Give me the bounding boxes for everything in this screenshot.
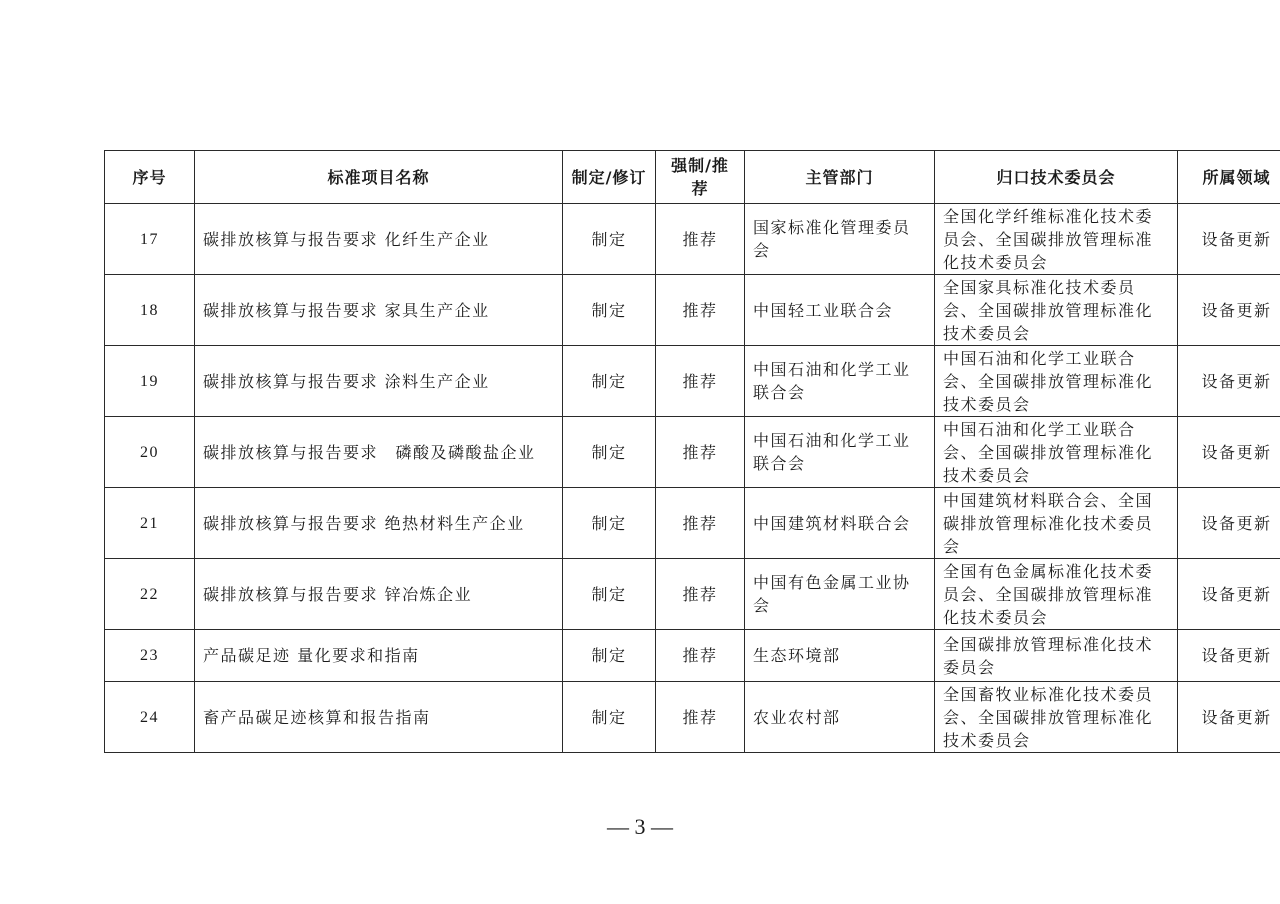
cell-committee: 全国化学纤维标准化技术委员会、全国碳排放管理标准化技术委员会 bbox=[935, 204, 1178, 275]
cell-field: 设备更新 bbox=[1178, 346, 1280, 417]
header-seq: 序号 bbox=[105, 151, 195, 204]
cell-committee: 中国石油和化学工业联合会、全国碳排放管理标准化技术委员会 bbox=[935, 417, 1178, 488]
cell-name: 畜产品碳足迹核算和报告指南 bbox=[195, 682, 563, 753]
cell-mandatory: 推荐 bbox=[656, 275, 745, 346]
table-row bbox=[105, 630, 1280, 682]
header-committee: 归口技术委员会 bbox=[935, 151, 1178, 204]
header-department: 主管部门 bbox=[745, 151, 935, 204]
cell-department: 国家标准化管理委员会 bbox=[745, 204, 935, 275]
cell-committee: 全国有色金属标准化技术委员会、全国碳排放管理标准化技术委员会 bbox=[935, 559, 1178, 630]
cell-department: 生态环境部 bbox=[745, 630, 935, 682]
cell-revision: 制定 bbox=[563, 559, 656, 630]
cell-revision: 制定 bbox=[563, 682, 656, 753]
cell-seq: 17 bbox=[105, 204, 195, 275]
header-field: 所属领域 bbox=[1178, 151, 1280, 204]
cell-name: 碳排放核算与报告要求 化纤生产企业 bbox=[195, 204, 563, 275]
cell-name: 碳排放核算与报告要求 磷酸及磷酸盐企业 bbox=[195, 417, 563, 488]
header-mandatory: 强制/推荐 bbox=[656, 151, 745, 204]
table-row bbox=[105, 346, 1280, 417]
table-row bbox=[105, 275, 1280, 346]
cell-mandatory: 推荐 bbox=[656, 346, 745, 417]
cell-seq: 22 bbox=[105, 559, 195, 630]
cell-mandatory: 推荐 bbox=[656, 559, 745, 630]
header-revision: 制定/修订 bbox=[563, 151, 656, 204]
cell-committee: 中国石油和化学工业联合会、全国碳排放管理标准化技术委员会 bbox=[935, 346, 1178, 417]
cell-name: 碳排放核算与报告要求 家具生产企业 bbox=[195, 275, 563, 346]
table-header-row bbox=[105, 151, 1280, 204]
table-row bbox=[105, 417, 1280, 488]
cell-revision: 制定 bbox=[563, 630, 656, 682]
cell-department: 中国有色金属工业协会 bbox=[745, 559, 935, 630]
cell-committee: 全国碳排放管理标准化技术委员会 bbox=[935, 630, 1178, 682]
page-number: — 3 — bbox=[607, 814, 673, 839]
cell-revision: 制定 bbox=[563, 204, 656, 275]
table-row bbox=[105, 204, 1280, 275]
cell-seq: 23 bbox=[105, 630, 195, 682]
cell-seq: 20 bbox=[105, 417, 195, 488]
cell-name: 碳排放核算与报告要求 涂料生产企业 bbox=[195, 346, 563, 417]
header-name: 标准项目名称 bbox=[195, 151, 563, 204]
cell-revision: 制定 bbox=[563, 417, 656, 488]
cell-seq: 19 bbox=[105, 346, 195, 417]
cell-revision: 制定 bbox=[563, 346, 656, 417]
cell-committee: 全国家具标准化技术委员会、全国碳排放管理标准化技术委员会 bbox=[935, 275, 1178, 346]
cell-field: 设备更新 bbox=[1178, 204, 1280, 275]
cell-department: 农业农村部 bbox=[745, 682, 935, 753]
cell-mandatory: 推荐 bbox=[656, 417, 745, 488]
cell-seq: 24 bbox=[105, 682, 195, 753]
table-row bbox=[105, 488, 1280, 559]
cell-field: 设备更新 bbox=[1178, 682, 1280, 753]
cell-name: 碳排放核算与报告要求 锌冶炼企业 bbox=[195, 559, 563, 630]
cell-field: 设备更新 bbox=[1178, 559, 1280, 630]
cell-revision: 制定 bbox=[563, 275, 656, 346]
cell-seq: 18 bbox=[105, 275, 195, 346]
cell-seq: 21 bbox=[105, 488, 195, 559]
cell-field: 设备更新 bbox=[1178, 417, 1280, 488]
cell-field: 设备更新 bbox=[1178, 275, 1280, 346]
cell-committee: 全国畜牧业标准化技术委员会、全国碳排放管理标准化技术委员会 bbox=[935, 682, 1178, 753]
cell-department: 中国轻工业联合会 bbox=[745, 275, 935, 346]
cell-revision: 制定 bbox=[563, 488, 656, 559]
cell-mandatory: 推荐 bbox=[656, 630, 745, 682]
cell-mandatory: 推荐 bbox=[656, 488, 745, 559]
cell-field: 设备更新 bbox=[1178, 630, 1280, 682]
table-row bbox=[105, 559, 1280, 630]
cell-name: 碳排放核算与报告要求 绝热材料生产企业 bbox=[195, 488, 563, 559]
cell-department: 中国石油和化学工业联合会 bbox=[745, 346, 935, 417]
cell-mandatory: 推荐 bbox=[656, 682, 745, 753]
cell-name: 产品碳足迹 量化要求和指南 bbox=[195, 630, 563, 682]
table-row bbox=[105, 682, 1280, 753]
cell-department: 中国石油和化学工业联合会 bbox=[745, 417, 935, 488]
cell-committee: 中国建筑材料联合会、全国碳排放管理标准化技术委员会 bbox=[935, 488, 1178, 559]
cell-department: 中国建筑材料联合会 bbox=[745, 488, 935, 559]
cell-mandatory: 推荐 bbox=[656, 204, 745, 275]
cell-field: 设备更新 bbox=[1178, 488, 1280, 559]
standards-table bbox=[104, 150, 1280, 753]
